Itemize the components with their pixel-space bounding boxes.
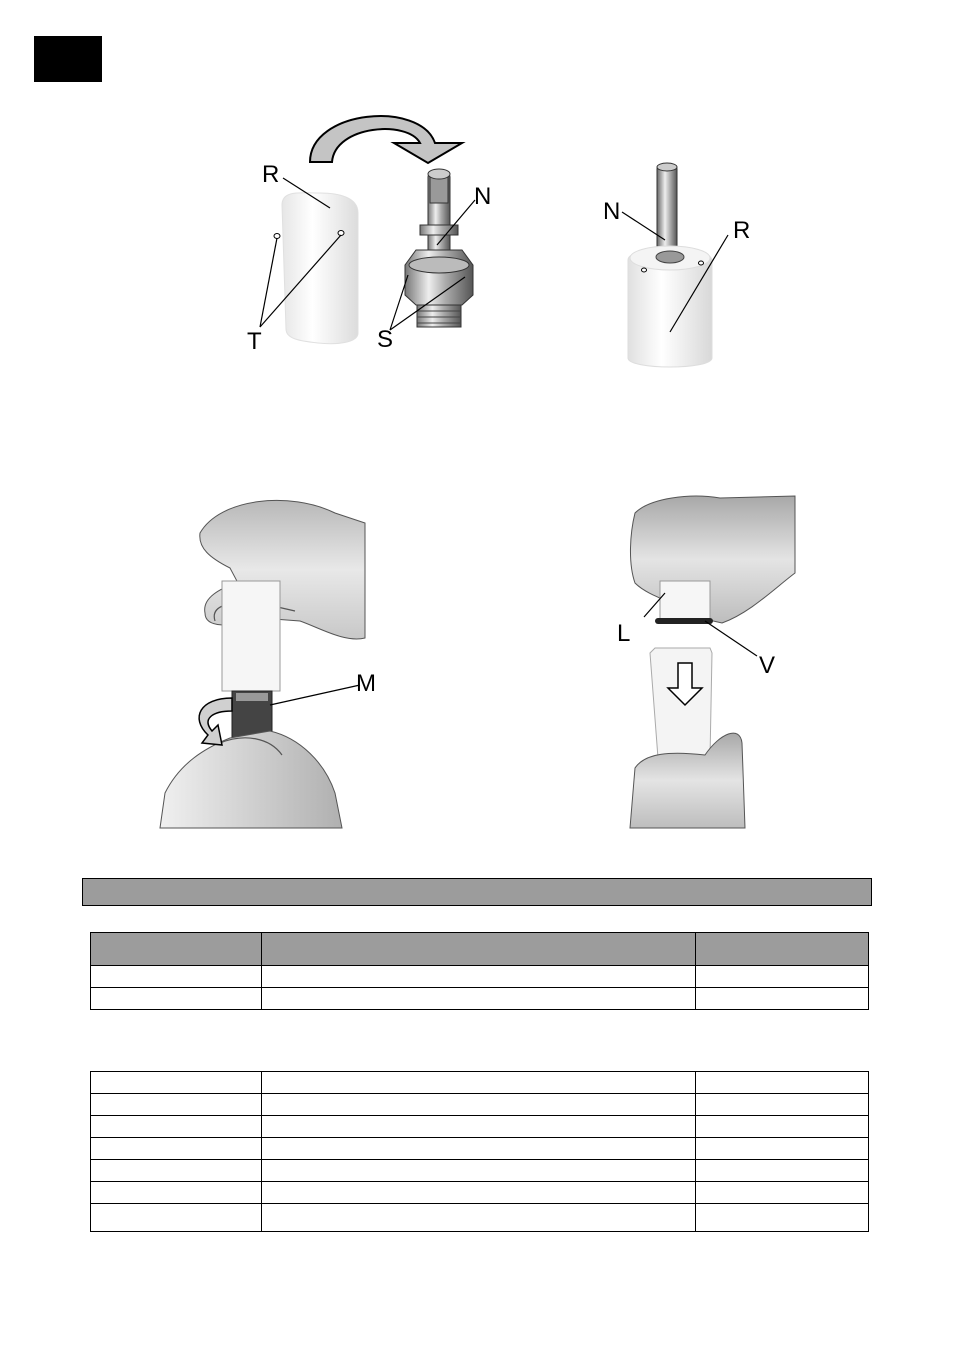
table-row: [91, 966, 869, 988]
table-cell: [91, 1182, 262, 1204]
spare-parts-table-2: [90, 1071, 869, 1232]
table-row: [91, 1116, 869, 1138]
table-cell: [91, 1138, 262, 1160]
table-cell: [696, 1094, 869, 1116]
thermostat-cartridge: [405, 169, 473, 327]
table-row: [91, 1160, 869, 1182]
table-cell: [91, 1204, 262, 1232]
label-t: T: [247, 328, 262, 355]
table-row: [91, 1094, 869, 1116]
table-row: [91, 1182, 869, 1204]
table-cell: [696, 988, 869, 1010]
spare-parts-table-1: [90, 932, 869, 1010]
table-cell: [91, 966, 262, 988]
table-row: [91, 1072, 869, 1094]
table-header-row: [91, 933, 869, 966]
table-cell: [261, 1204, 695, 1232]
table-row: [91, 988, 869, 1010]
table-cell: [91, 1116, 262, 1138]
cap-r: [282, 193, 358, 344]
table-cell: [261, 1072, 695, 1094]
label-n: N: [474, 183, 492, 210]
table-cell: [696, 1160, 869, 1182]
table-cell: [261, 1160, 695, 1182]
table-cell: [696, 1204, 869, 1232]
figure-assembled-cartridge: [600, 160, 780, 380]
header-cell: [261, 933, 695, 966]
table-cell: [91, 1160, 262, 1182]
table-cell: [91, 1094, 262, 1116]
table-cell: [91, 1072, 262, 1094]
table-cell: [261, 1138, 695, 1160]
table-cell: [261, 1094, 695, 1116]
table-cell: [696, 1182, 869, 1204]
section-header-bar: [82, 878, 872, 906]
table-cell: [91, 988, 262, 1010]
label-r: R: [262, 161, 280, 188]
table-cell: [696, 1138, 869, 1160]
table-cell: [261, 966, 695, 988]
table-cell: [261, 988, 695, 1010]
page-marker-tab: [34, 36, 102, 82]
header-cell: [91, 933, 262, 966]
label-r-right: R: [733, 217, 751, 244]
header-cell: [696, 933, 869, 966]
table-cell: [261, 1182, 695, 1204]
label-l: L: [617, 620, 631, 647]
figure-hand-turning-nut: [160, 493, 400, 828]
table-cell: [696, 1116, 869, 1138]
rotate-arrow-icon: [199, 698, 232, 745]
table-cell: [696, 966, 869, 988]
label-n-right: N: [603, 198, 621, 225]
label-v: V: [759, 652, 776, 679]
label-m: M: [356, 670, 376, 697]
table-cell: [261, 1116, 695, 1138]
table-row: [91, 1138, 869, 1160]
label-s: S: [377, 326, 394, 353]
figure-hand-removing-cartridge: [610, 493, 810, 828]
table-cell: [696, 1072, 869, 1094]
curved-arrow-icon: [310, 116, 462, 163]
table-row: [91, 1204, 869, 1232]
